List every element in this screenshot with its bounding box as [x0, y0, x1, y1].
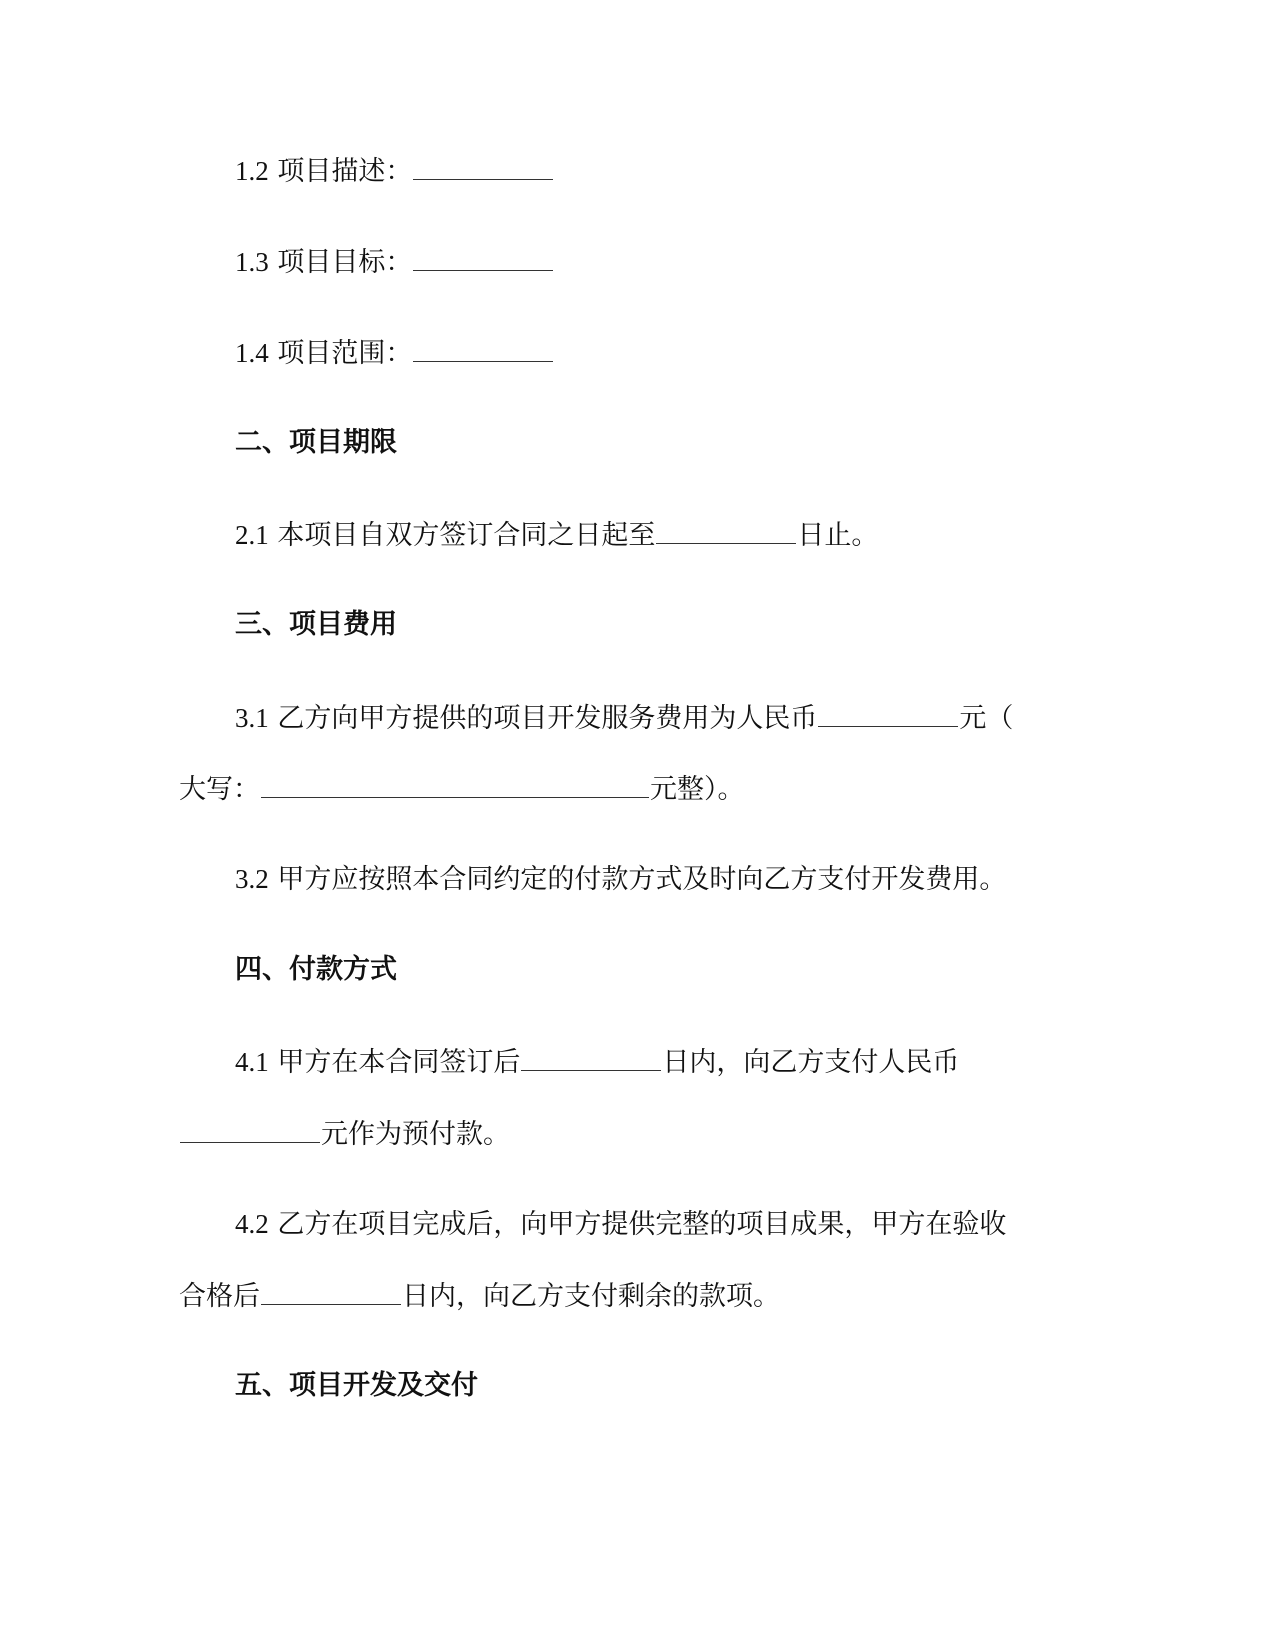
item-number: 1.3 [235, 247, 269, 277]
clause-text: 日内，向乙方支付人民币 [662, 1047, 960, 1078]
clause-3-1-line-2 [179, 771, 745, 807]
blank-field-prepayment-days[interactable] [521, 1044, 661, 1071]
section-heading-term: 二、项目期限 [235, 427, 397, 458]
clause-3-1-line-1 [235, 700, 1013, 736]
clause-number: 3.2 [235, 864, 269, 894]
clause-number: 4.1 [235, 1047, 269, 1077]
item-number: 1.4 [235, 338, 269, 368]
clause-text: 日内，向乙方支付剩余的款项。 [402, 1281, 780, 1312]
clause-text: 甲方应按照本合同约定的付款方式及时向乙方支付开发费用。 [277, 864, 1007, 895]
clause-3-2 [235, 862, 1006, 897]
blank-field-project-goal[interactable] [413, 244, 553, 271]
blank-field-project-scope[interactable] [413, 335, 553, 362]
item-number: 1.2 [235, 156, 269, 186]
clause-2-1 [235, 517, 878, 553]
section-heading-development-delivery: 五、项目开发及交付 [235, 1370, 478, 1401]
blank-field-fee-amount-in-words[interactable] [261, 771, 649, 798]
blank-field-fee-amount[interactable] [818, 700, 958, 727]
clause-text: 元（ [959, 703, 1014, 734]
clause-4-2-line-2 [179, 1278, 780, 1314]
blank-field-final-payment-days[interactable] [261, 1278, 401, 1305]
item-label: 项目范围： [277, 338, 413, 369]
clause-4-1-line-2 [179, 1116, 510, 1152]
section-heading-fees: 三、项目费用 [235, 609, 397, 640]
clause-text: 本项目自双方签订合同之日起至 [277, 520, 656, 551]
blank-field-project-description[interactable] [413, 153, 553, 180]
clause-text: 日止。 [797, 520, 879, 551]
item-label: 项目目标： [277, 247, 413, 278]
clause-text: 元整）。 [650, 774, 745, 805]
item-label: 项目描述： [277, 156, 413, 187]
blank-field-end-date[interactable] [656, 517, 796, 544]
clause-text: 元作为预付款。 [321, 1119, 510, 1150]
clause-number: 4.2 [235, 1209, 269, 1239]
item-1-3 [235, 244, 554, 280]
clause-text: 大写： [179, 774, 260, 805]
clause-text: 甲方在本合同签订后 [277, 1047, 521, 1078]
clause-text: 乙方向甲方提供的项目开发服务费用为人民币 [277, 703, 818, 734]
clause-text: 乙方在项目完成后，向甲方提供完整的项目成果，甲方在验收 [277, 1209, 1007, 1240]
clause-4-2-line-1 [235, 1207, 1006, 1242]
clause-4-1-line-1 [235, 1044, 959, 1080]
clause-number: 2.1 [235, 520, 269, 550]
item-1-2 [235, 153, 554, 189]
section-heading-payment-method: 四、付款方式 [235, 954, 397, 985]
clause-number: 3.1 [235, 703, 269, 733]
item-1-4 [235, 335, 554, 371]
clause-text: 合格后 [179, 1281, 260, 1312]
blank-field-prepayment-amount[interactable] [180, 1116, 320, 1143]
